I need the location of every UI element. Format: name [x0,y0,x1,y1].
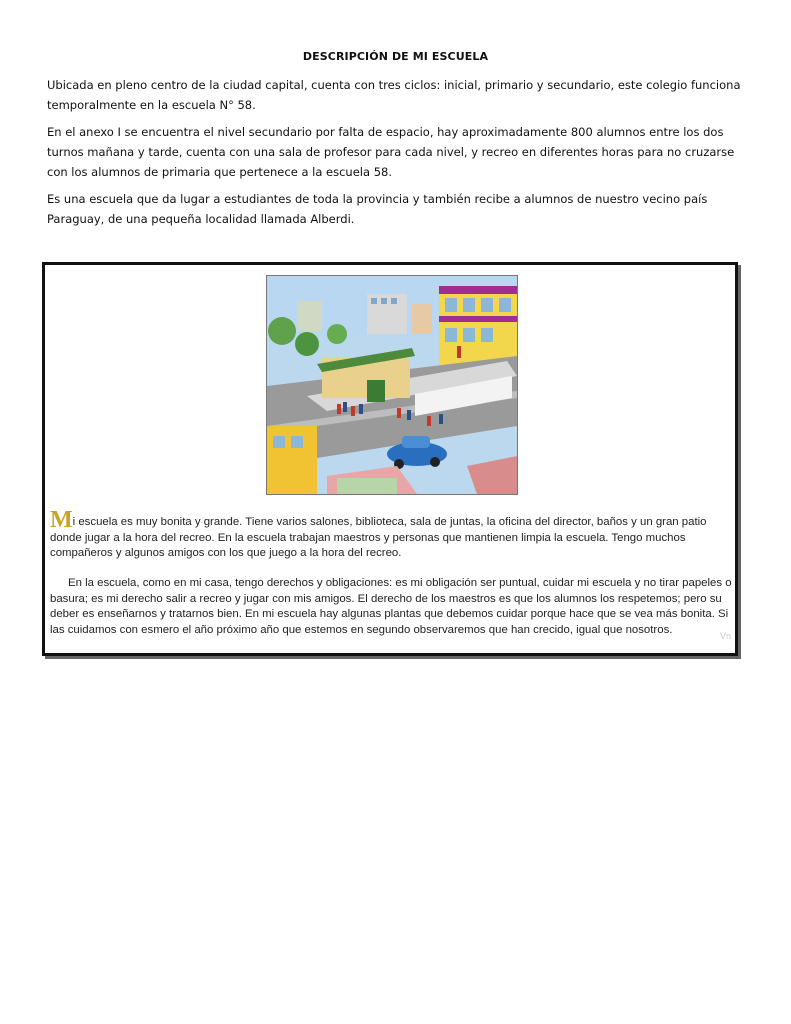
page-title: DESCRIPCIÓN DE MI ESCUELA [302,50,489,63]
inset-paragraph-1 [50,507,732,562]
paragraph-1: Ubicada en pleno centro de la ciudad capital, cuenta con tres ciclos: inicial, primario y secundario, este colegio funciona temporalmente en la escuela N° 58. [47,78,741,112]
school-inset-frame [42,262,738,656]
inset-paragraph-2-text: En la escuela, como en mi casa, tengo derechos y obligaciones: es mi obligación ser puntual, cuidar mi escuela y no tirar papeles o basura; es mi derecho salir a recreo y jugar con mis amigos. El derecho de los maestros es que los alumnos los respetemos; pero su deber es enseñarnos y tratarnos bien. En mi escuela hay algunas plantas que debemos cuidar porque hace que se vea más bonita. Si las cuidamos con esmero el año próximo año que estemos en segundo observaremos que han crecido, igual que nosotros. [50,577,732,636]
school-street-illustration [266,275,518,495]
watermark-text: Vn [719,631,731,641]
inset-paragraph-1-text: i escuela es muy bonita y grande. Tiene varios salones, biblioteca, sala de juntas, la oficina del director, baños y un gran patio donde jugar a la hora del recreo. En la escuela trabajan maestros y personas que mantienen limpia la escuela. Tengo muchos compañeros y algunos amigos con los que juego a la hora del recreo. [50,516,707,559]
inset-paragraph-2 [50,576,732,638]
paragraph-2: En el anexo I se encuentra el nivel secundario por falta de espacio, hay aproximadamente 800 alumnos entre los dos turnos mañana y tarde, cuenta con una sala de profesor para cada nivel, y recreo en diferentes horas para no cruzarse con los alumnos de primaria que pertenece a la escuela 58. [47,125,735,179]
dropcap-letter: M [50,507,73,533]
paragraph-3: Es una escuela que da lugar a estudiantes de toda la provincia y también recibe a alumnos de nuestro vecino país Paraguay, de una pequeña localidad llamada Alberdi. [47,192,708,226]
